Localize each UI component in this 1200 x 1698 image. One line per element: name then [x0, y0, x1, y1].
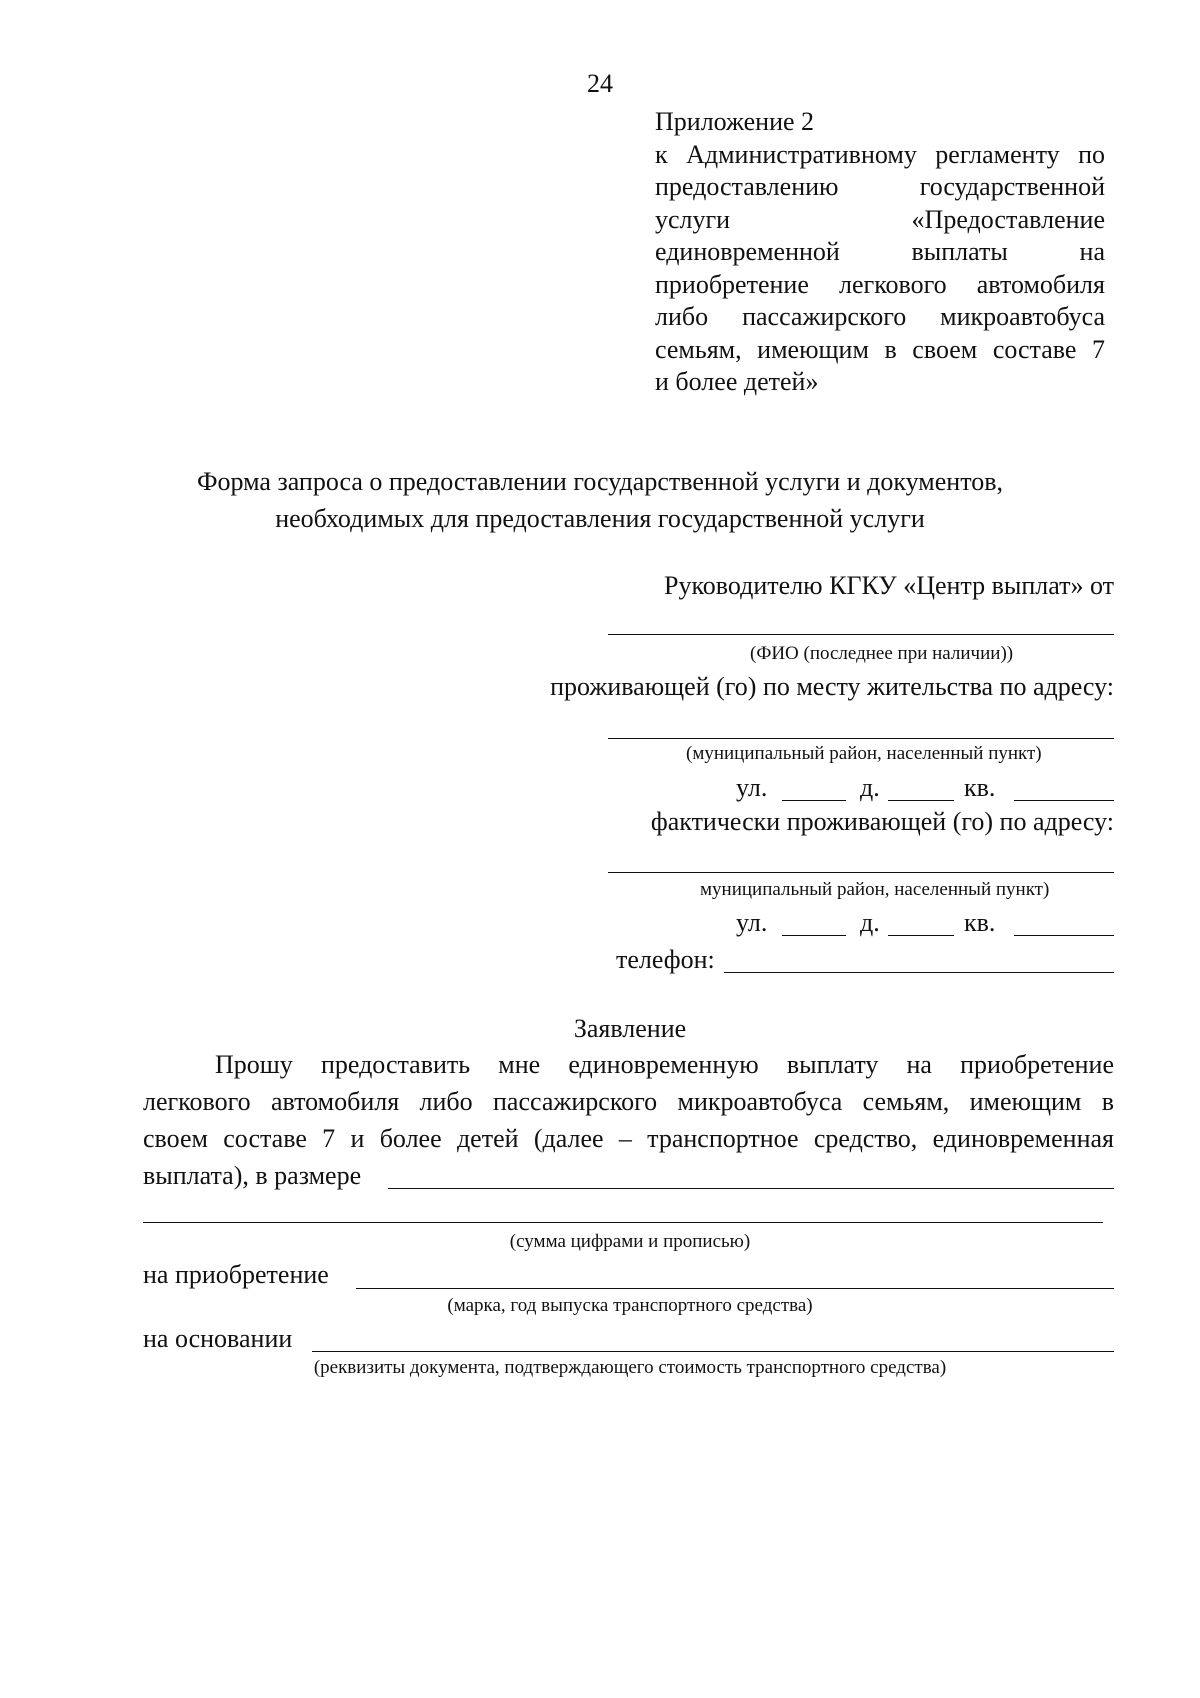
- basis-field[interactable]: [312, 1351, 1114, 1352]
- street-field[interactable]: [782, 800, 846, 801]
- fio-hint: (ФИО (последнее при наличии)): [750, 643, 1014, 664]
- actual-residence-label: фактически проживающей (го) по адресу:: [650, 807, 1114, 836]
- page-number: 24: [587, 69, 613, 98]
- residence-district-field[interactable]: [608, 738, 1114, 739]
- appendix-line: к Административному регламенту по: [655, 139, 1105, 169]
- fio-field[interactable]: [608, 634, 1114, 635]
- apt-field[interactable]: [1014, 800, 1114, 801]
- statement-line-1: Прошу предоставить мне единовременную выплату на приобретение: [215, 1050, 1114, 1079]
- basis-label: на основании: [143, 1324, 293, 1353]
- apt-label: кв.: [964, 773, 996, 802]
- appendix-line: предоставлению государственной: [655, 172, 1105, 201]
- purchase-label: на приобретение: [143, 1260, 329, 1289]
- purchase-hint: (марка, год выпуска транспортного средства): [447, 1295, 813, 1316]
- form-title-line-1: Форма запроса о предоставлении государственной услуги и документов,: [197, 467, 1003, 496]
- form-title-line-2: необходимых для предоставления государственной услуги: [275, 504, 925, 533]
- appendix-line: услуги «Предоставление: [655, 204, 1105, 234]
- appendix-line: единовременной выплаты на: [655, 237, 1105, 266]
- apt-label: кв.: [964, 908, 996, 937]
- statement-line-4: выплата), в размере: [143, 1161, 362, 1190]
- basis-hint: (реквизиты документа, подтверждающего стоимость транспортного средства): [313, 1357, 947, 1378]
- sum-field-continued[interactable]: [143, 1222, 1103, 1223]
- addressee-to: Руководителю КГКУ «Центр выплат» от: [664, 571, 1114, 600]
- statement-line-3: своем составе 7 и более детей (далее – транспортное средство, единовременная: [143, 1124, 1114, 1153]
- street-label: ул.: [736, 908, 768, 937]
- statement-title: Заявление: [573, 1014, 687, 1043]
- district-hint-1: (муниципальный район, населенный пункт): [686, 743, 1042, 764]
- house-label: д.: [860, 773, 880, 802]
- appendix-line: Приложение 2: [655, 107, 815, 136]
- district-hint-2: муниципальный район, населенный пункт): [700, 879, 1050, 900]
- sum-hint: (сумма цифрами и прописью): [509, 1231, 751, 1252]
- appendix-line: и более детей»: [655, 367, 819, 396]
- sum-field[interactable]: [388, 1188, 1114, 1189]
- phone-label: телефон:: [616, 945, 715, 974]
- street-field[interactable]: [782, 935, 846, 936]
- street-label: ул.: [736, 773, 768, 802]
- house-field[interactable]: [888, 800, 954, 801]
- house-field[interactable]: [888, 935, 954, 936]
- residence-label: проживающей (го) по месту жительства по адресу:: [550, 672, 1114, 701]
- appendix-line: семьям, имеющим в своем составе 7: [655, 334, 1105, 364]
- appendix-block: [655, 106, 1105, 399]
- statement-line-2: легкового автомобиля либо пассажирского микроавтобуса семьям, имеющим в: [143, 1087, 1114, 1116]
- purchase-field[interactable]: [356, 1288, 1114, 1289]
- actual-district-field[interactable]: [608, 872, 1114, 873]
- appendix-line: либо пассажирского микроавтобуса: [655, 302, 1105, 331]
- apt-field[interactable]: [1014, 935, 1114, 936]
- house-label: д.: [860, 908, 880, 937]
- phone-field[interactable]: [724, 972, 1114, 973]
- appendix-line: приобретение легкового автомобиля: [655, 269, 1105, 299]
